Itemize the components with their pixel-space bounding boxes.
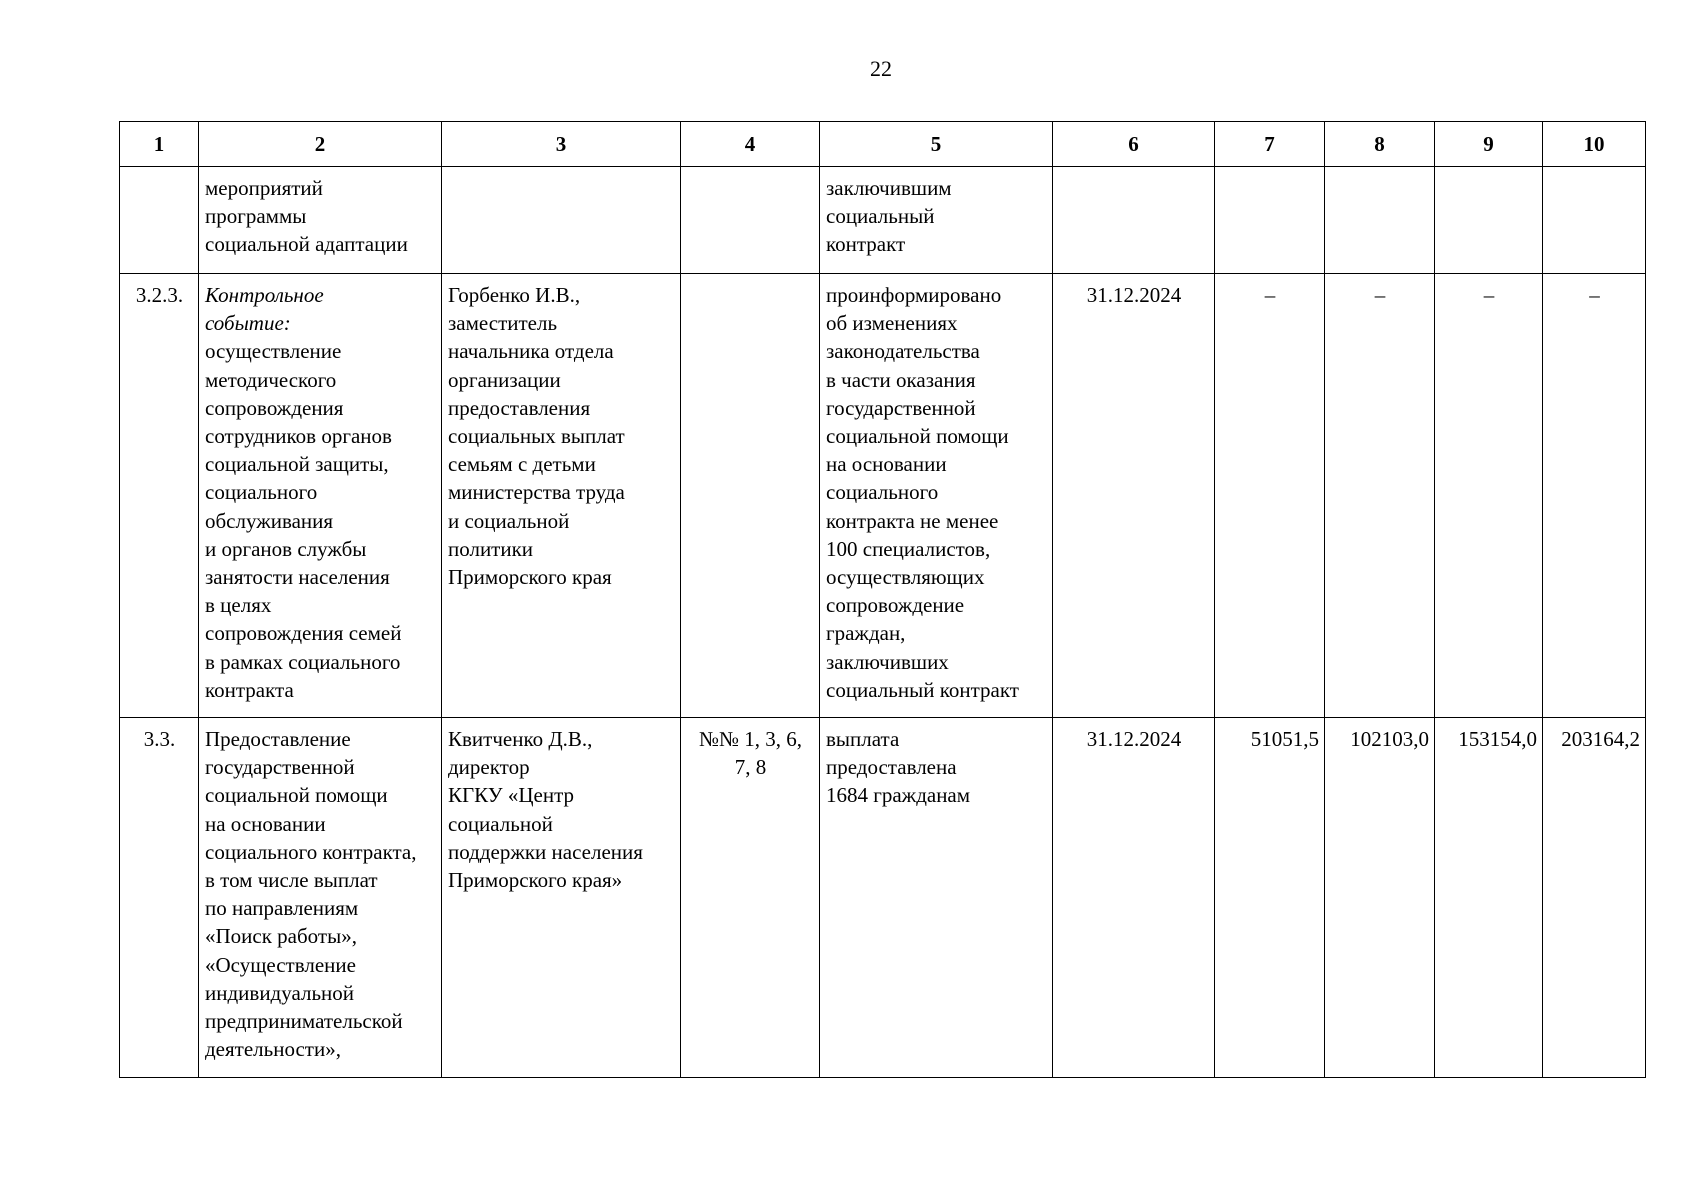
activity-cell — [199, 274, 442, 718]
indicator-cell: №№ 1, 3, 6, 7, 8 — [681, 718, 820, 1078]
activity-text: осуществление методического сопровождения сотрудников органов социальной защиты, социального обслуживания и органов службы занятости населения в целях сопровождения семей в рамках социального контракта — [205, 339, 402, 702]
indicator-cell — [681, 274, 820, 718]
value-cell-10: – — [1543, 274, 1646, 718]
value-cell-8: 102103,0 — [1325, 718, 1435, 1078]
value-cell-7 — [1215, 167, 1325, 274]
responsible-cell: Квитченко Д.В., директор КГКУ «Центр социальной поддержки населения Приморского края» — [442, 718, 681, 1078]
header-col-4: 4 — [681, 122, 820, 167]
row-number — [120, 167, 199, 274]
plan-table — [119, 121, 1646, 1078]
result-cell: выплата предоставлена 1684 гражданам — [820, 718, 1053, 1078]
page-number: 22 — [870, 56, 892, 81]
header-col-9: 9 — [1435, 122, 1543, 167]
activity-cell — [199, 718, 442, 1078]
header-col-1: 1 — [120, 122, 199, 167]
date-cell: 31.12.2024 — [1053, 274, 1215, 718]
date-cell — [1053, 167, 1215, 274]
activity-text: Предоставление государственной социальной помощи на основании социального контракта, в том числе выплат по направлениям «Поиск работы», «Осуществление индивидуальной предпринимательской деятельности», — [205, 727, 417, 1062]
value-cell-7: – — [1215, 274, 1325, 718]
row-number: 3.3. — [120, 718, 199, 1078]
table-row — [120, 718, 1646, 1078]
value-cell-10: 203164,2 — [1543, 718, 1646, 1078]
date-cell: 31.12.2024 — [1053, 718, 1215, 1078]
activity-italic-label: Контрольное событие: — [205, 283, 324, 336]
value-cell-8: – — [1325, 274, 1435, 718]
header-col-3: 3 — [442, 122, 681, 167]
header-col-8: 8 — [1325, 122, 1435, 167]
value-cell-10 — [1543, 167, 1646, 274]
responsible-cell: Горбенко И.В., заместитель начальника отдела организации предоставления социальных выплат семьям с детьми министерства труда и социальной политики Приморского края — [442, 274, 681, 718]
table-row — [120, 274, 1646, 718]
value-cell-7: 51051,5 — [1215, 718, 1325, 1078]
table-header-row — [120, 122, 1646, 167]
value-cell-9: 153154,0 — [1435, 718, 1543, 1078]
header-col-5: 5 — [820, 122, 1053, 167]
header-col-2: 2 — [199, 122, 442, 167]
table-row — [120, 167, 1646, 274]
row-number: 3.2.3. — [120, 274, 199, 718]
header-col-10: 10 — [1543, 122, 1646, 167]
responsible-cell — [442, 167, 681, 274]
result-cell: проинформировано об изменениях законодательства в части оказания государственной социальной помощи на основании социального контракта не менее 100 специалистов, осуществляющих сопровождение граждан, заключивших социальный контракт — [820, 274, 1053, 718]
result-cell: заключившим социальный контракт — [820, 167, 1053, 274]
indicator-cell — [681, 167, 820, 274]
activity-text: мероприятий программы социальной адаптации — [205, 176, 408, 257]
header-col-7: 7 — [1215, 122, 1325, 167]
header-col-6: 6 — [1053, 122, 1215, 167]
value-cell-9 — [1435, 167, 1543, 274]
value-cell-9: – — [1435, 274, 1543, 718]
value-cell-8 — [1325, 167, 1435, 274]
activity-cell — [199, 167, 442, 274]
